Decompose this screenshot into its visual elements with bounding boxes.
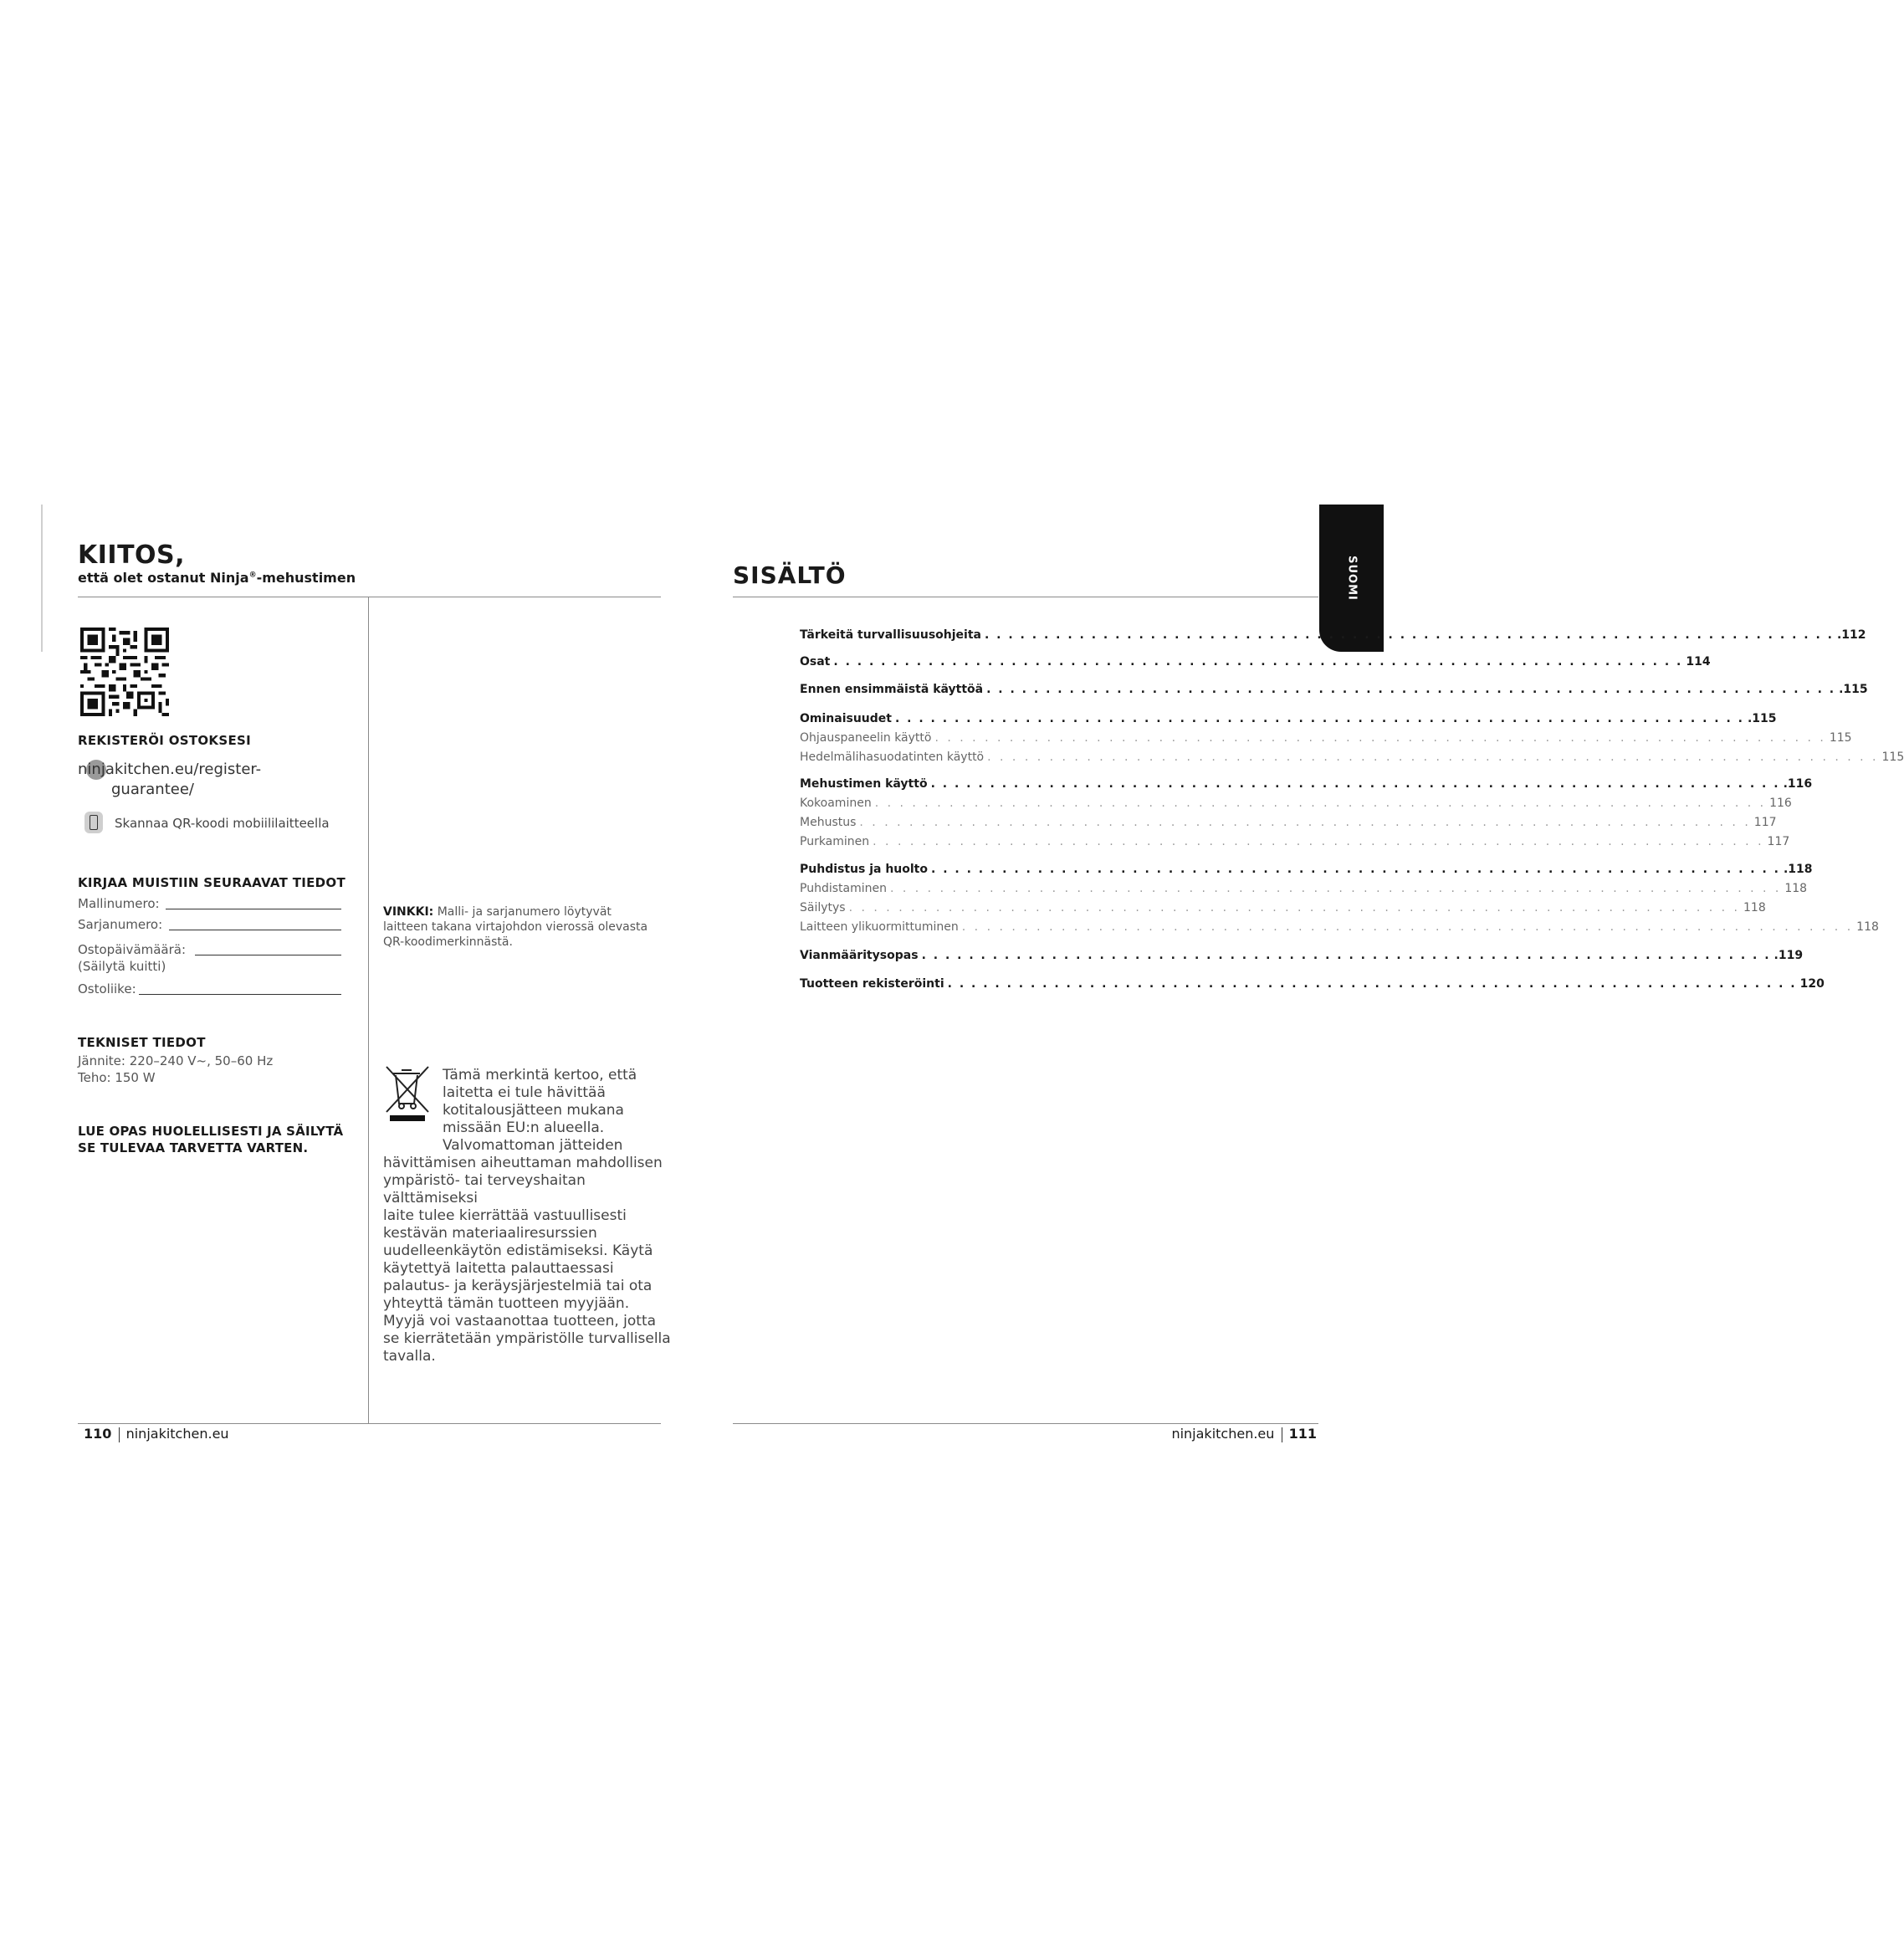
thanks-subtitle: että olet ostanut Ninja®-mehustimen xyxy=(78,570,356,586)
footer-left xyxy=(84,1426,229,1442)
footer-rule-right xyxy=(733,1423,1318,1424)
toc-entry-label: Hedelmälihasuodatinten käyttö xyxy=(800,751,985,764)
toc-entry-page: .118 xyxy=(1783,863,1813,876)
toc-entry-label: Puhdistus ja huolto xyxy=(800,863,928,876)
toc-leader-dots: . . . . . . . . . . . . . . . . . . . . . . . . . . . . . . . . . . . . . . . . . . . . . . . . . . . . . . . . . . . . . . . . . . . . . . . . xyxy=(931,863,1780,876)
toc-entry-label: Vianmääritysopas xyxy=(800,949,919,962)
toc-title: SISÄLTÖ xyxy=(733,561,847,589)
toc-leader-dots: . . . . . . . . . . . . . . . . . . . . . . . . . . . . . . . . . . . . . . . . . . . . . . . . . . . . . . . . . . . . . . . . . . . . . . . . xyxy=(921,949,1771,962)
toc-leader-dots: . . . . . . . . . . . . . . . . . . . . . . . . . . . . . . . . . . . . . . . . . . . . . . . . . . . . . . . . . . . . . . . . . . . . . . . . xyxy=(874,797,1767,810)
toc-entry-page: 117 xyxy=(1753,816,1777,829)
toc-entry-page: 115 xyxy=(1829,731,1852,745)
toc-entry[interactable] xyxy=(800,920,1879,934)
toc-entry[interactable] xyxy=(800,797,1792,810)
model-number-label: Mallinumero: xyxy=(78,896,160,911)
smartphone-icon xyxy=(84,812,103,833)
toc-entry[interactable] xyxy=(800,835,1790,848)
toc-entry-label: Mehustimen käyttö xyxy=(800,777,928,791)
toc-entry[interactable] xyxy=(800,863,1813,876)
purchase-date-label: Ostopäivämäärä: xyxy=(78,942,187,957)
thanks-title: KIITOS, xyxy=(78,540,186,570)
toc-entry-label: Ennen ensimmäistä käyttöä xyxy=(800,683,984,696)
footer-site-right[interactable]: ninjakitchen.eu xyxy=(1171,1426,1275,1442)
toc-entry[interactable] xyxy=(800,628,1866,642)
column-divider xyxy=(368,597,369,1423)
toc-entry[interactable] xyxy=(800,655,1711,669)
toc-entry[interactable] xyxy=(800,731,1852,745)
toc-entry-page: 115 xyxy=(1881,751,1904,764)
read-manual-notice: LUE OPAS HUOLELLISESTI JA SÄILYTÄ xyxy=(78,1124,344,1139)
toc-entry-page: .116 xyxy=(1783,777,1813,791)
toc-entry-label: Kokoaminen xyxy=(800,797,872,810)
toc-entry-label: Osat xyxy=(800,655,831,669)
toc-entry[interactable] xyxy=(800,816,1777,829)
voltage-spec: Jännite: 220–240 V~, 50–60 Hz xyxy=(78,1053,274,1068)
toc-leader-dots: . . . . . . . . . . . . . . . . . . . . . . . . . . . . . . . . . . . . . . . . . . . . . . . . . . . . . . . . . . . . . . . . . . . . . . . . xyxy=(947,977,1797,991)
keep-receipt-note: (Säilytä kuitti) xyxy=(78,959,166,974)
toc-entry-page: .115 xyxy=(1839,683,1868,696)
toc-leader-dots: . . . . . . . . . . . . . . . . . . . . . . . . . . . . . . . . . . . . . . . . . . . . . . . . . . . . . . . . . . . . . . . . . . . . . . . . xyxy=(961,920,1854,934)
toc-entry-label: Mehustus xyxy=(800,816,857,829)
serial-number-label: Sarjanumero: xyxy=(78,917,163,932)
toc-leader-dots: . . . . . . . . . . . . . . . . . . . . . . . . . . . . . . . . . . . . . . . . . . . . . . . . . . . . . . . . . . . . . . . . . . . . . . . . xyxy=(833,655,1683,669)
store-label: Ostoliike: xyxy=(78,981,136,996)
toc-entry-page: 120 xyxy=(1799,977,1825,991)
toc-entry-label: Purkaminen xyxy=(800,835,870,848)
store-field[interactable] xyxy=(139,994,341,995)
footer-site-left[interactable]: ninjakitchen.eu xyxy=(125,1426,229,1442)
toc-entry[interactable] xyxy=(800,683,1868,696)
toc-entry-label: Laitteen ylikuormittuminen xyxy=(800,920,959,934)
page-margin-marker xyxy=(41,505,43,652)
toc-entry-page: 118 xyxy=(1743,901,1766,914)
toc-leader-dots: . . . . . . . . . . . . . . . . . . . . . . . . . . . . . . . . . . . . . . . . . . . . . . . . . . . . . . . . . . . . . . . . . . . . . . . . xyxy=(894,712,1744,725)
tip-text: VINKKI: Malli- ja sarjanumero löytyvät laitteen takana virtajohdon vierossä olevasta QR-koodimerkinnästä. xyxy=(383,905,648,949)
register-heading: REKISTERÖI OSTOKSESI xyxy=(78,733,251,748)
toc-leader-dots: . . . . . . . . . . . . . . . . . . . . . . . . . . . . . . . . . . . . . . . . . . . . . . . . . . . . . . . . . . . . . . . . . . . . . . . . xyxy=(889,882,1782,895)
toc-entry-label: Tärkeitä turvallisuusohjeita xyxy=(800,628,981,642)
toc-entry[interactable] xyxy=(800,977,1825,991)
record-info-heading: KIRJAA MUISTIIN SEURAAVAT TIEDOT xyxy=(78,875,345,890)
page-number-right: 111 xyxy=(1288,1426,1317,1442)
toc-entry-page: 114 xyxy=(1686,655,1711,669)
scan-qr-instruction: Skannaa QR-koodi mobiililaitteella xyxy=(115,816,330,831)
footer-rule-left xyxy=(78,1423,661,1424)
language-tab[interactable]: SUOMI xyxy=(1319,505,1384,652)
toc-entry[interactable] xyxy=(800,777,1813,791)
toc-entry-label: Puhdistaminen xyxy=(800,882,887,895)
read-manual-notice-cont: SE TULEVAA TARVETTA VARTEN. xyxy=(78,1140,309,1155)
toc-entry-page: .119 xyxy=(1773,949,1804,962)
toc-entry[interactable] xyxy=(800,712,1777,725)
toc-entry[interactable] xyxy=(800,901,1766,914)
toc-leader-dots: . . . . . . . . . . . . . . . . . . . . . . . . . . . . . . . . . . . . . . . . . . . . . . . . . . . . . . . . . . . . . . . . . . . . . . . . xyxy=(987,751,1879,764)
toc-leader-dots: . . . . . . . . . . . . . . . . . . . . . . . . . . . . . . . . . . . . . . . . . . . . . . . . . . . . . . . . . . . . . . . . . . . . . . . . xyxy=(934,731,1826,745)
toc-entry-page: 117 xyxy=(1767,835,1790,848)
toc-leader-dots: . . . . . . . . . . . . . . . . . . . . . . . . . . . . . . . . . . . . . . . . . . . . . . . . . . . . . . . . . . . . . . . . . . . . . . . . xyxy=(930,777,1780,791)
toc-entry-label: Säilytys xyxy=(800,901,846,914)
footer-right xyxy=(1171,1426,1317,1442)
toc-entry-label: Ominaisuudet xyxy=(800,712,892,725)
tech-specs-heading: TEKNISET TIEDOT xyxy=(78,1035,206,1050)
toc-leader-dots: . . . . . . . . . . . . . . . . . . . . . . . . . . . . . . . . . . . . . . . . . . . . . . . . . . . . . . . . . . . . . . . . . . . . . . . . xyxy=(986,683,1836,696)
qr-code[interactable] xyxy=(80,628,169,716)
toc-leader-dots: . . . . . . . . . . . . . . . . . . . . . . . . . . . . . . . . . . . . . . . . . . . . . . . . . . . . . . . . . . . . . . . . . . . . . . . . xyxy=(984,628,1834,642)
toc-entry[interactable] xyxy=(800,949,1804,962)
page-number-left: 110 xyxy=(84,1426,112,1442)
toc-entry-page: 118 xyxy=(1856,920,1879,934)
register-url-link[interactable]: ninjakitchen.eu/register- guarantee/ xyxy=(78,761,262,798)
toc-leader-dots: . . . . . . . . . . . . . . . . . . . . . . . . . . . . . . . . . . . . . . . . . . . . . . . . . . . . . . . . . . . . . . . . . . . . . . . . xyxy=(848,901,1740,914)
toc-leader-dots: . . . . . . . . . . . . . . . . . . . . . . . . . . . . . . . . . . . . . . . . . . . . . . . . . . . . . . . . . . . . . . . . . . . . . . . . xyxy=(859,816,1751,829)
toc-entry[interactable] xyxy=(800,882,1808,895)
toc-entry-label: Ohjauspaneelin käyttö xyxy=(800,731,932,745)
toc-entry-label: Tuotteen rekisteröinti xyxy=(800,977,944,991)
toc-entry-page: .112 xyxy=(1836,628,1866,642)
toc-entry-page: 118 xyxy=(1784,882,1808,895)
toc-entry-page: 116 xyxy=(1769,797,1792,810)
toc-entry-page: .115 xyxy=(1747,712,1777,725)
weee-disposal-text: Tämä merkintä kertoo, että laitetta ei tule hävittää kotitalousjätteen mukana missään EU:n alueella. Valvomattoman jätteiden hävittämisen aiheuttaman mahdollisen ympäristö- tai terveyshaitan välttämiseksi laite tulee kierrättää vastuullisesti kestävän materiaaliresurssien uudelleenkäytön edistämiseksi. Käytä käytettyä laitetta palauttaessasi palautus- ja keräysjärjestelmiä tai ota yhteyttä tämän tuotteen myyjään. Myyjä voi vastaanottaa tuotteen, jotta se kierrätetään ympäristölle turvallisella tavalla. xyxy=(383,1067,671,1365)
toc-entry[interactable] xyxy=(800,751,1904,764)
toc-leader-dots: . . . . . . . . . . . . . . . . . . . . . . . . . . . . . . . . . . . . . . . . . . . . . . . . . . . . . . . . . . . . . . . . . . . . . . . . xyxy=(873,835,1764,848)
power-spec: Teho: 150 W xyxy=(78,1070,156,1085)
